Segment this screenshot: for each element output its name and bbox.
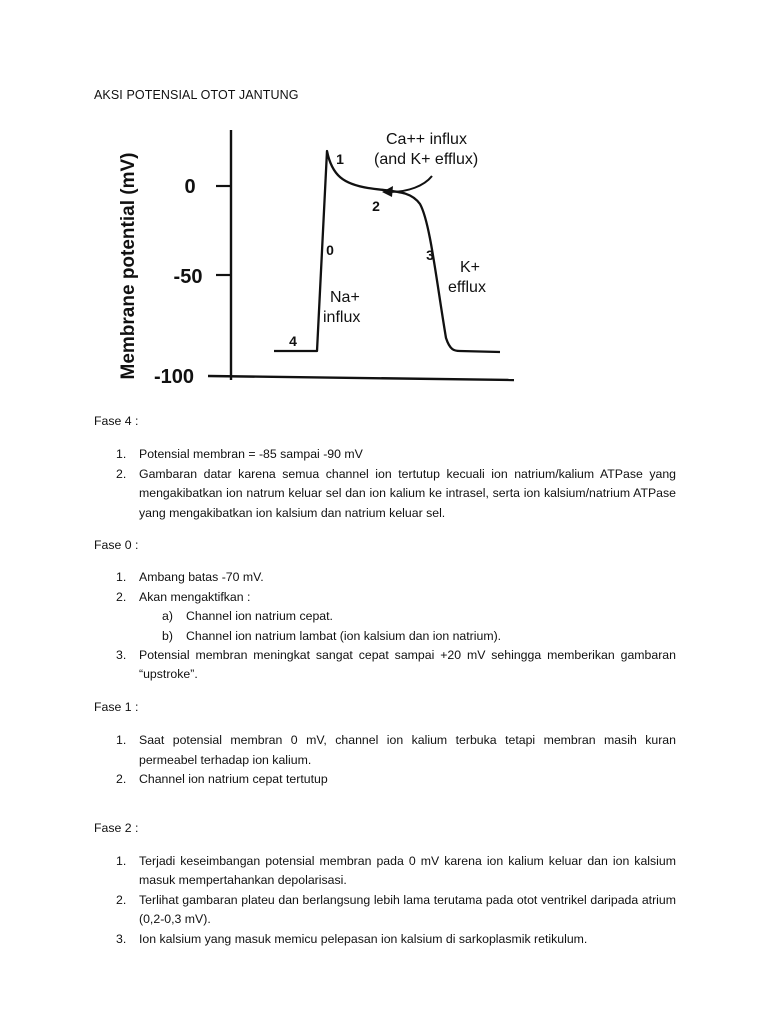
item-text: Akan mengaktifkan : — [139, 589, 251, 604]
item-list — [94, 445, 676, 523]
x-axis-line — [208, 376, 514, 380]
list-item — [94, 852, 676, 891]
ytick-label-minus-50: -50 — [173, 266, 203, 288]
action-potential-curve — [274, 151, 500, 352]
item-number: 1. — [116, 447, 127, 462]
item-number: 3. — [116, 648, 127, 663]
item-text: Saat potensial membran 0 mV, channel ion kalium terbuka tetapi membran masih kuran permeabel terhadap ion kalium. — [139, 733, 676, 767]
item-text: Gambaran datar karena semua channel ion tertutup kecuali ion natrium/kalium ATPase yang mengakibatkan ion natrum keluar sel dan ion kalium ke intrasel, serta ion kalsium/natrium ATPase yang mengakibatkan ion kalsium dan natrium keluar sel. — [139, 466, 676, 520]
section-fase-4 — [94, 412, 676, 523]
item-number: 2. — [116, 466, 127, 481]
section-heading: Fase 2 : — [94, 820, 139, 835]
sub-item-text: Channel ion natrium lambat (ion kalsium dan ion natrium). — [186, 628, 502, 643]
item-text: Terjadi keseimbangan potensial membran pada 0 mV karena ion kalium keluar dan ion kalsium masuk mempertahankan depolarisasi. — [139, 853, 676, 888]
list-item — [94, 930, 676, 949]
item-text: Channel ion natrium cepat tertutup — [139, 772, 328, 787]
k-efflux-sublabel: efflux — [448, 279, 486, 296]
item-text: Potensial membran = -85 sampai -90 mV — [139, 447, 363, 462]
phase-label-0: 0 — [326, 242, 334, 258]
item-number: 1. — [116, 853, 127, 868]
phase-label-4: 4 — [289, 333, 297, 349]
document-title: AKSI POTENSIAL OTOT JANTUNG — [94, 88, 299, 102]
section-heading: Fase 1 : — [94, 699, 139, 714]
y-axis-label: Membrane potential (mV) — [118, 152, 139, 380]
list-item — [94, 891, 676, 930]
ca-influx-label: Ca++ influx — [386, 131, 467, 148]
item-list — [94, 568, 676, 684]
sub-item-letter: b) — [162, 628, 173, 643]
item-text: Ion kalsium yang masuk memicu pelepasan ion kalsium di sarkoplasmik retikulum. — [139, 931, 588, 946]
item-number: 2. — [116, 892, 127, 907]
section-heading: Fase 0 : — [94, 538, 139, 553]
list-item — [94, 568, 676, 587]
sub-item-list — [139, 607, 676, 646]
section-fase-2 — [94, 819, 676, 949]
action-potential-diagram — [104, 118, 534, 404]
list-item — [94, 770, 676, 789]
sub-item-letter: a) — [162, 609, 173, 624]
sub-list-item — [139, 627, 676, 646]
item-list — [94, 731, 676, 789]
item-number: 2. — [116, 772, 127, 787]
action-potential-figure — [104, 118, 534, 404]
item-number: 1. — [116, 570, 127, 585]
na-influx-sublabel: influx — [323, 309, 361, 326]
ca-influx-arrowhead — [382, 186, 393, 197]
item-number: 1. — [116, 733, 127, 748]
section-heading: Fase 4 : — [94, 414, 139, 428]
item-number: 3. — [116, 931, 127, 946]
list-item — [94, 731, 676, 770]
list-item — [94, 445, 676, 464]
ca-influx-sublabel: (and K+ efflux) — [374, 151, 479, 168]
document-content — [94, 406, 676, 949]
sub-list-item — [139, 607, 676, 626]
phase-label-1: 1 — [336, 151, 344, 167]
item-number: 2. — [116, 589, 127, 604]
na-influx-label: Na+ — [330, 289, 360, 306]
phase-label-3: 3 — [426, 247, 434, 263]
sub-item-text: Channel ion natrium cepat. — [186, 609, 333, 624]
item-text: Potensial membran meningkat sangat cepat sampai +20 mV sehingga memberikan gambaran “upstroke”. — [139, 648, 676, 682]
ytick-label-0: 0 — [184, 176, 196, 198]
section-fase-1 — [94, 698, 676, 790]
ytick-label-minus-100: -100 — [153, 366, 195, 388]
item-list — [94, 852, 676, 949]
phase-label-2: 2 — [372, 198, 380, 214]
k-efflux-label: K+ — [460, 259, 481, 276]
list-item — [94, 588, 676, 646]
item-text: Ambang batas -70 mV. — [139, 570, 264, 585]
list-item — [94, 646, 676, 685]
item-text: Terlihat gambaran plateu dan berlangsung lebih lama terutama pada otot ventrikel daripada atrium (0,2-0,3 mV). — [139, 892, 676, 927]
ca-influx-arrow — [390, 176, 432, 192]
list-item — [94, 465, 676, 523]
section-fase-0 — [94, 536, 676, 685]
